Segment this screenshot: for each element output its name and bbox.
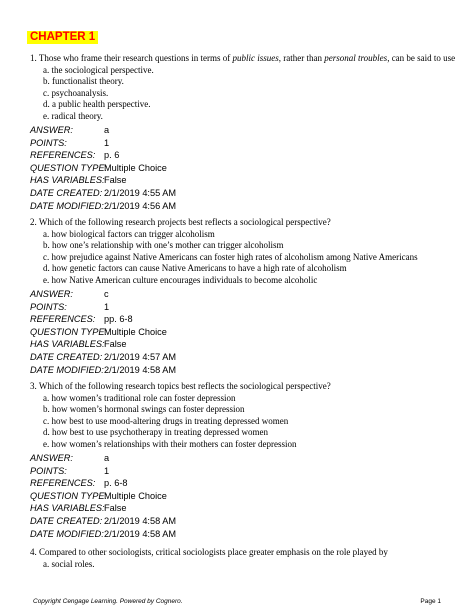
references-label: REFERENCES: [30, 478, 96, 489]
date-modified-label: DATE MODIFIED: [30, 364, 104, 375]
question-4 [30, 547, 460, 570]
option-b: b. how one’s relationship with one’s mother can trigger alcoholism [43, 240, 284, 251]
references-label: REFERENCES: [30, 150, 96, 161]
option-d: d. how best to use psychotherapy in treating depressed women [43, 427, 268, 438]
points-label: POINTS: [30, 137, 67, 148]
question-1-stem [30, 53, 460, 65]
stem-emphasis: personal troubles [324, 53, 388, 63]
option-a: a. how biological factors can trigger alcoholism [43, 228, 215, 239]
question-3-stem: 3. Which of the following research topics best reflects the sociological perspective? [30, 381, 331, 391]
date-created-value: 2/1/2019 4:57 AM [104, 351, 177, 362]
question-2 [30, 217, 460, 287]
answer-value: a [104, 125, 110, 135]
question-2-metadata [30, 288, 176, 376]
date-created-label: DATE CREATED: [30, 187, 103, 198]
question-2-stem: 2. Which of the following research projects best reflects a sociological perspective? [30, 217, 331, 227]
stem-text: , can be said to use [387, 53, 456, 63]
date-created-label: DATE CREATED: [30, 515, 103, 526]
answer-label: ANSWER: [30, 453, 73, 463]
option-d: d. how genetic factors can cause Native Americans to have a high rate of alcoholism [43, 263, 347, 274]
option-a: a. social roles. [43, 558, 95, 569]
date-modified-value: 2/1/2019 4:58 AM [104, 364, 177, 375]
answer-label: ANSWER: [30, 289, 73, 299]
option-c: c. how best to use mood-altering drugs in treating depressed women [43, 415, 289, 426]
date-modified-value: 2/1/2019 4:58 AM [104, 528, 177, 539]
references-label: REFERENCES: [30, 314, 96, 325]
references-value: p. 6-8 [104, 478, 128, 489]
option-c: c. psychoanalysis. [43, 87, 109, 98]
question-4-stem: 4. Compared to other sociologists, critical sociologists place greater emphasis on the role played by [30, 547, 388, 557]
date-created-value: 2/1/2019 4:55 AM [104, 187, 177, 198]
points-value: 1 [104, 301, 110, 312]
points-value: 1 [104, 137, 110, 148]
option-a: a. how women’s traditional role can foster depression [43, 392, 236, 403]
question-1-metadata [30, 124, 176, 212]
date-created-label: DATE CREATED: [30, 351, 103, 362]
question-type-value: Multiple Choice [104, 326, 167, 337]
question-type-value: Multiple Choice [104, 490, 167, 501]
points-label: POINTS: [30, 465, 67, 476]
copyright-text: Copyright Cengage Learning. Powered by Cognero. [33, 598, 183, 605]
date-modified-label: DATE MODIFIED: [30, 200, 104, 211]
has-variables-label: HAS VARIABLES: [30, 503, 105, 514]
date-created-value: 2/1/2019 4:58 AM [104, 515, 177, 526]
question-type-value: Multiple Choice [104, 162, 167, 173]
references-value: pp. 6-8 [104, 314, 133, 325]
answer-label: ANSWER: [30, 125, 73, 135]
option-e: e. how women’s relationships with their mothers can foster depression [43, 438, 297, 449]
option-e: e. how Native American culture encourages individuals to become alcoholic [43, 274, 318, 285]
option-b: b. how women’s hormonal swings can foster depression [43, 404, 245, 415]
chapter-heading: CHAPTER 1 [27, 31, 98, 44]
question-type-label: QUESTION TYPE: [30, 326, 108, 337]
has-variables-value: False [104, 175, 127, 186]
has-variables-value: False [104, 503, 127, 514]
option-b: b. functionalist theory. [43, 76, 124, 87]
answer-value: c [104, 289, 109, 299]
question-type-label: QUESTION TYPE: [30, 490, 108, 501]
option-e: e. radical theory. [43, 110, 103, 121]
date-modified-value: 2/1/2019 4:56 AM [104, 200, 177, 211]
has-variables-value: False [104, 339, 127, 350]
option-a: a. the sociological perspective. [43, 64, 154, 75]
references-value: p. 6 [104, 150, 120, 161]
option-d: d. a public health perspective. [43, 99, 151, 110]
stem-text: 1. Those who frame their research questions in terms of [30, 53, 233, 63]
has-variables-label: HAS VARIABLES: [30, 175, 105, 186]
answer-value: a [104, 453, 110, 463]
option-c: c. how prejudice against Native Americans can foster high rates of alcoholism among Native Americans [43, 251, 418, 262]
question-3-metadata [30, 452, 176, 540]
points-label: POINTS: [30, 301, 67, 312]
has-variables-label: HAS VARIABLES: [30, 339, 105, 350]
page-number: Page 1 [420, 598, 441, 605]
question-type-label: QUESTION TYPE: [30, 162, 108, 173]
date-modified-label: DATE MODIFIED: [30, 528, 104, 539]
question-1 [30, 53, 460, 123]
stem-text: , rather than [278, 53, 325, 63]
points-value: 1 [104, 465, 110, 476]
stem-emphasis: public issues [232, 53, 279, 63]
question-3 [30, 381, 460, 451]
